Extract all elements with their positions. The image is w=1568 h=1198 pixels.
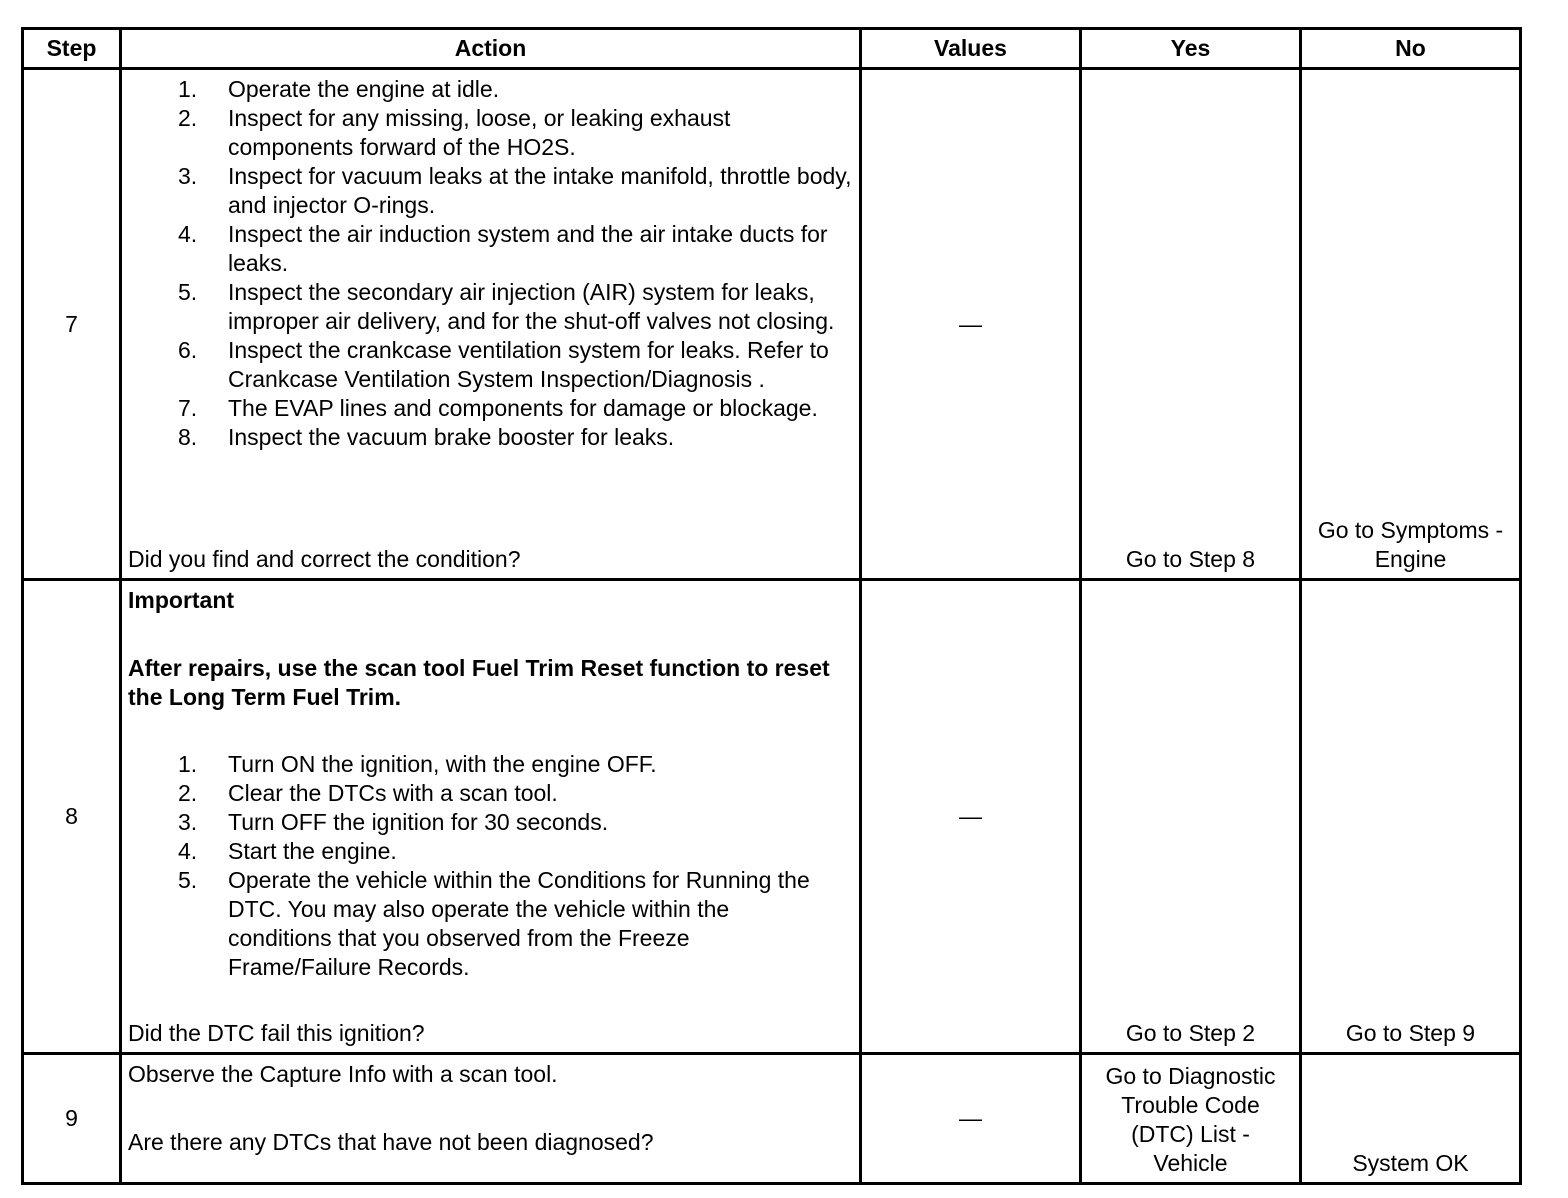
header-no: No [1395, 35, 1426, 61]
list-item: 4. Start the engine. [178, 838, 397, 864]
no-link[interactable]: System OK [1352, 1150, 1469, 1176]
list-item: 6. Inspect the crankcase ventilation system for leaks. Refer to Crankcase Ventilation System Inspection/Diagnosis . [178, 337, 829, 392]
diagnostic-table [21, 27, 1522, 1185]
list-item: 2. Inspect for any missing, loose, or leaking exhaust components forward of the HO2S. [178, 105, 731, 160]
procedure-list [128, 75, 855, 452]
no-link[interactable]: Go to Symptoms - Engine [1317, 517, 1504, 572]
value-dash: — [959, 1105, 982, 1131]
step-number: 7 [65, 310, 78, 337]
important-note: After repairs, use the scan tool Fuel Trim Reset function to reset the Long Term Fuel Trim. [128, 655, 830, 710]
list-item: 7. The EVAP lines and components for damage or blockage. [178, 395, 818, 421]
value-dash: — [959, 803, 982, 829]
list-item: 3. Turn OFF the ignition for 30 seconds. [178, 809, 609, 835]
action-cell [122, 586, 859, 1052]
question: Did the DTC fail this ignition? [128, 1020, 425, 1046]
list-item: 8. Inspect the vacuum brake booster for leaks. [178, 424, 675, 450]
no-link[interactable]: Go to Step 9 [1345, 1020, 1476, 1046]
value-dash: — [959, 310, 982, 337]
list-item: 2. Clear the DTCs with a scan tool. [178, 780, 558, 806]
list-item: 4. Inspect the air induction system and the air intake ducts for leaks. [178, 221, 828, 276]
header-yes: Yes [1170, 35, 1211, 61]
action-cell [122, 1060, 859, 1182]
list-item: 3. Inspect for vacuum leaks at the intake manifold, throttle body, and injector O-rings. [178, 163, 852, 218]
list-item: 1. Operate the engine at idle. [178, 76, 500, 102]
step-number: 9 [65, 1105, 78, 1131]
yes-link[interactable]: Go to Step 8 [1125, 546, 1256, 572]
list-item: 5. Operate the vehicle within the Conditions for Running the DTC. You may also operate the vehicle within the conditions that you observed from the Freeze Frame/Failure Records. [178, 867, 810, 980]
question: Did you find and correct the condition? [128, 546, 521, 572]
yes-link[interactable]: Go to Step 2 [1125, 1020, 1256, 1046]
instruction: Observe the Capture Info with a scan tool. [128, 1061, 558, 1087]
step-number: 8 [65, 803, 78, 829]
question: Are there any DTCs that have not been diagnosed? [128, 1129, 654, 1155]
procedure-list [128, 750, 839, 982]
yes-link[interactable]: Go to Diagnostic Trouble Code (DTC) List - Vehicle [1105, 1063, 1276, 1176]
header-step: Step [46, 35, 97, 61]
list-item: 5. Inspect the secondary air injection (AIR) system for leaks, improper air delivery, and for the shut-off valves not closing. [178, 279, 835, 334]
header-action: Action [454, 35, 527, 61]
header-values: Values [934, 35, 1007, 61]
list-item: 1. Turn ON the ignition, with the engine OFF. [178, 751, 657, 777]
action-cell [122, 75, 859, 578]
important-label: Important [128, 587, 235, 613]
